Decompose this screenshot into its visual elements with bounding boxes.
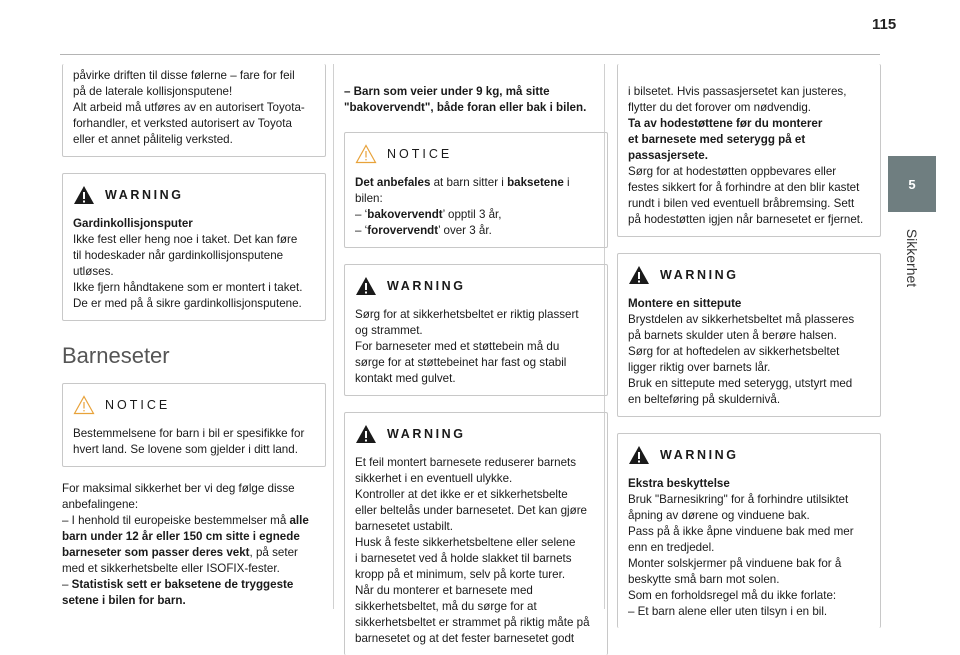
text-line: kontakt med gulvet.: [355, 372, 456, 385]
warning-title: Gardinkollisjonsputer: [73, 217, 193, 230]
warning-icon: [628, 265, 650, 285]
notice-icon: [73, 395, 95, 415]
text-line: Sørg for at hodestøtten oppbevares eller: [628, 165, 837, 178]
warning-icon: [355, 276, 377, 296]
text-line: Som en forholdsregel må du ikke forlate:: [628, 589, 837, 602]
top-rule: [60, 54, 880, 55]
text-line: – Et barn alene eller uten tilsyn i en bil.: [628, 605, 828, 618]
text-line: Sørg for at sikkerhetsbeltet er riktig plassert: [355, 308, 579, 321]
warning-title: Montere en sittepute: [628, 297, 742, 310]
text-line: Brystdelen av sikkerhetsbeltet må plasseres: [628, 313, 855, 326]
text-line: eller et annet pålitelig verksted.: [73, 133, 233, 146]
text-line: festes sikkert for å forhindre at den blir kastet: [628, 181, 860, 194]
chapter-label: Sikkerhet: [904, 228, 920, 288]
text-line: For barneseter med et støttebein må du: [355, 340, 560, 353]
warning-title: Ekstra beskyttelse: [628, 477, 730, 490]
bold-run: Det anbefales: [355, 176, 431, 189]
text-run: –: [62, 578, 72, 591]
text-line: [62, 513, 326, 529]
notice-box: [62, 383, 326, 467]
column-divider: [333, 64, 334, 609]
text-line: i bilsetet. Hvis passasjersetet kan justeres,: [628, 85, 847, 98]
text-line: De er med på å sikre gardinkollisjonsputene.: [73, 297, 302, 310]
text-line: med et sikkerhetsbelte eller ISOFIX-fester.: [62, 562, 280, 575]
text-line: passasjersete.: [628, 149, 708, 162]
text-line: "bakovervendt", både foran eller bak i bilen.: [344, 101, 587, 114]
text-line: Når du monterer et barnesete med: [355, 584, 533, 597]
text-line: Ikke fjern håndtakene som er montert i taket.: [73, 281, 303, 294]
text-line: Kontroller at det ikke er et sikkerhetsbelte: [355, 488, 568, 501]
text-line: Monter solskjermer på vinduene bak for å: [628, 557, 842, 570]
warning-heading: WARNING: [105, 188, 184, 202]
text-run: i: [563, 176, 570, 189]
text-line: [62, 545, 326, 561]
bold-run: baksetene: [507, 176, 564, 189]
text-line: enn en tredjedel.: [628, 541, 715, 554]
text-line: [62, 577, 326, 593]
text-run: at barn sitter i: [430, 176, 508, 189]
text-line: ligger riktig over barnets lår.: [628, 361, 771, 374]
text-line: [355, 223, 597, 239]
text-line: og strammet.: [355, 324, 423, 337]
chapter-number: 5: [908, 176, 916, 192]
text-run: – ‘: [355, 208, 368, 221]
text-line: en belteføring på skuldernivå.: [628, 393, 781, 406]
text-line: – Barn som veier under 9 kg, må sitte: [344, 85, 550, 98]
text-line: Et feil montert barnesete reduserer barnets: [355, 456, 577, 469]
text-line: Pass på å ikke åpne vinduene bak med mer: [628, 525, 854, 538]
text-line: rundt i bilen ved eventuell bråbremsing. Sett: [628, 197, 855, 210]
text-run: ’ opptil 3 år,: [442, 208, 502, 221]
warning-box: [62, 173, 326, 321]
text-run: – ‘: [355, 224, 368, 237]
text-line: Bruk "Barnesikring" for å forhindre utilsiktet: [628, 493, 849, 506]
bold-run: Statistisk sett er baksetene de tryggeste: [71, 578, 294, 591]
notice-box: [344, 132, 608, 248]
body-text: [344, 64, 608, 116]
warning-heading: WARNING: [660, 448, 739, 462]
text-line: anbefalingene:: [62, 498, 139, 511]
text-run: ’ over 3 år.: [438, 224, 492, 237]
text-line: barnesetet og at det fester barnesetet godt: [355, 632, 575, 645]
continuation-box: [617, 64, 881, 237]
continuation-box: [62, 64, 326, 157]
notice-heading: NOTICE: [387, 147, 453, 161]
section-title: Barneseter: [62, 343, 170, 368]
text-line: setene i bilen for barn.: [62, 594, 186, 607]
text-line: hvert land. Se lovene som gjelder i ditt land.: [73, 443, 298, 456]
column-1: [62, 64, 326, 609]
text-line: sørge for at støttebeinet har fast og stabil: [355, 356, 567, 369]
text-run: , på seter: [249, 546, 298, 559]
warning-heading: WARNING: [660, 268, 739, 282]
page-number: 115: [872, 16, 897, 33]
text-line: i barnesetet ved å holde slakket til barnets: [355, 552, 572, 565]
text-run: – I henhold til europeiske bestemmelser må: [62, 514, 290, 527]
text-line: Bestemmelsene for barn i bil er spesifikke for: [73, 427, 305, 440]
text-line: Alt arbeid må utføres av en autorisert Toyota-: [73, 101, 305, 114]
text-line: Sørg for at hoftedelen av sikkerhetsbeltet: [628, 345, 840, 358]
warning-heading: WARNING: [387, 279, 466, 293]
text-line: sikkerhet i en eventuell ulykke.: [355, 472, 513, 485]
text-line: barnesetet ustabilt.: [355, 520, 453, 533]
bold-run: alle: [289, 514, 309, 527]
text-line: på barnets skulder uten å berøre halsen.: [628, 329, 837, 342]
text-line: et barnesete med seterygg på et: [628, 133, 806, 146]
text-line: forhandler, et verksted autorisert av Toyota: [73, 117, 292, 130]
bold-run: barneseter som passer deres vekt: [62, 546, 250, 559]
bold-run: bakovervendt: [367, 208, 443, 221]
text-line: barn under 12 år eller 150 cm sitte i egnede: [62, 530, 300, 543]
warning-box: [617, 433, 881, 628]
text-line: bilen:: [355, 192, 383, 205]
text-line: flytter du det forover om nødvendig.: [628, 101, 812, 114]
text-line: utløses.: [73, 265, 114, 278]
bold-run: forovervendt: [367, 224, 439, 237]
warning-icon: [628, 445, 650, 465]
warning-box: [617, 253, 881, 417]
notice-icon: [355, 144, 377, 164]
text-line: For maksimal sikkerhet ber vi deg følge disse: [62, 482, 295, 495]
text-line: beskytte små barn mot solen.: [628, 573, 780, 586]
column-2: [344, 64, 608, 655]
warning-icon: [73, 185, 95, 205]
text-line: sikkerhetsbeltet er strammet på riktig måte på: [355, 616, 590, 629]
text-line: på de laterale kollisjonsputene!: [73, 85, 233, 98]
warning-heading: WARNING: [387, 427, 466, 441]
text-line: kropp på et minimum, selv på korte turer.: [355, 568, 566, 581]
text-line: sikkerhetsbeltet, må du sørge for at: [355, 600, 537, 613]
text-line: Ta av hodestøttene før du monterer: [628, 117, 823, 130]
warning-box: [344, 264, 608, 396]
text-line: Husk å feste sikkerhetsbeltene eller selene: [355, 536, 576, 549]
body-text: [62, 481, 326, 609]
text-line: på hodestøtten igjen når barnesetet er fjernet.: [628, 213, 864, 226]
text-line: til hodeskader når gardinkollisjonsputene: [73, 249, 284, 262]
warning-icon: [355, 424, 377, 444]
column-3: [617, 64, 881, 628]
text-line: påvirke driften til disse følerne – fare for feil: [73, 69, 295, 82]
text-line: åpning av dørene og vinduene bak.: [628, 509, 810, 522]
text-line: Ikke fest eller heng noe i taket. Det kan føre: [73, 233, 298, 246]
text-line: Bruk en sittepute med seterygg, utstyrt med: [628, 377, 853, 390]
text-line: [355, 207, 597, 223]
notice-heading: NOTICE: [105, 398, 171, 412]
text-line: eller beltelås under barnesetet. Det kan gjøre: [355, 504, 588, 517]
warning-box: [344, 412, 608, 655]
text-line: [355, 175, 597, 191]
